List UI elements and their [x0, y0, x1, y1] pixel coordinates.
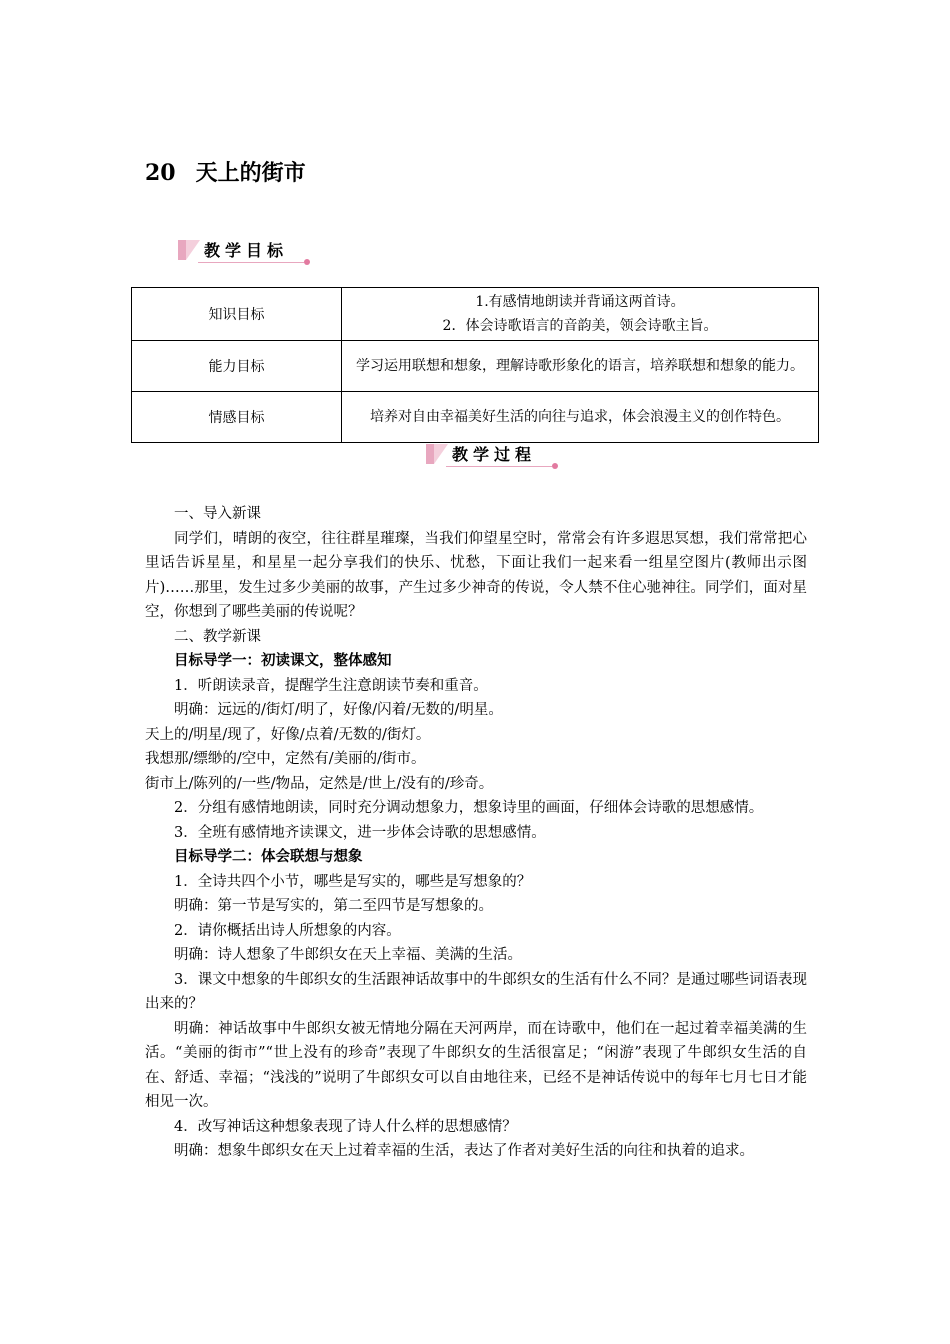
answer-paragraph: 明确：第一节是写实的，第二至四节是写想象的。 — [174, 898, 493, 914]
goal-content-emotion — [342, 392, 819, 443]
poem-line: 街市上/陈列的/一些/物品，定然是/世上/没有的/珍奇。 — [145, 775, 494, 792]
answer-paragraph: 明确：神话故事中牛郎织女被无情地分隔在天河两岸，而在诗歌中，他们在一起过着幸福美满的生活。“美丽的街市”“世上没有的珍奇”表现了牛郎织女的生活很富足；“闲游”表现了牛郎织女生活的自在、舒适、幸福；“浅浅的”说明了牛郎织女可以自由地往来，已经不是神话传说中的每年七月七日才能相见一次。 — [145, 1020, 807, 1110]
question-paragraph: 2．请你概括出诗人所想象的内容。 — [174, 922, 401, 939]
goal-guide-heading: 目标导学二：体会联想与想象 — [174, 849, 363, 865]
badge-underline — [446, 466, 552, 467]
badge-dot — [552, 463, 558, 469]
teaching-process-badge — [426, 440, 561, 470]
badge-process-label: 教学过程 — [452, 445, 537, 464]
step-paragraph: 2．分组有感情地朗读，同时充分调动想象力，想象诗里的画面，仔细体会诗歌的思想感情。 — [174, 800, 764, 816]
table-row — [132, 288, 819, 341]
lesson-number: 20 — [145, 160, 176, 186]
teaching-goals-badge — [178, 236, 313, 266]
goal-line: 1.有感情地朗读并背诵这两首诗。 — [475, 294, 685, 310]
badge-goals-label: 教学目标 — [204, 241, 289, 260]
goal-content-knowledge — [342, 288, 819, 341]
question-paragraph: 1．全诗共四个小节，哪些是写实的，哪些是写想象的？ — [174, 873, 532, 890]
goal-label-emotion: 情感目标 — [132, 392, 342, 443]
goal-line: 学习运用联想和想象，理解诗歌形象化的语言，培养联想和想象的能力。 — [356, 358, 804, 374]
goal-guide-heading: 目标导学一：初读课文，整体感知 — [174, 653, 392, 669]
badge-underline — [198, 262, 304, 263]
answer-paragraph: 明确：诗人想象了牛郎织女在天上幸福、美满的生活。 — [174, 947, 522, 963]
table-row — [132, 341, 819, 392]
goal-line: 2．体会诗歌语言的音韵美，领会诗歌主旨。 — [442, 318, 718, 334]
step-paragraph: 3．全班有感情地齐读课文，进一步体会诗歌的思想感情。 — [174, 824, 546, 841]
answer-paragraph: 明确：想象牛郎织女在天上过着幸福的生活，表达了作者对美好生活的向往和执着的追求。 — [174, 1143, 754, 1159]
table-row — [132, 392, 819, 443]
question-paragraph: 4．改写神话这种想象表现了诗人什么样的思想感情？ — [174, 1118, 517, 1135]
badge-dot — [304, 259, 310, 265]
badge-ribbon — [178, 240, 186, 260]
goal-label-knowledge: 知识目标 — [132, 288, 342, 341]
goal-line: 培养对自由幸福美好生活的向往与追求，体会浪漫主义的创作特色。 — [370, 409, 790, 425]
answer-paragraph: 明确：远远的/街灯/明了，好像/闪着/无数的/明星。 — [174, 702, 503, 718]
question-paragraph: 3．课文中想象的牛郎织女的生活跟神话故事中的牛郎织女的生活有什么不同？是通过哪些词语表现出来的？ — [145, 971, 807, 1012]
lesson-body — [145, 502, 807, 1164]
step-paragraph: 1．听朗读录音，提醒学生注意朗读节奏和重音。 — [174, 677, 488, 694]
goal-label-ability: 能力目标 — [132, 341, 342, 392]
goals-table — [131, 287, 819, 443]
lesson-title — [145, 156, 306, 187]
section-heading: 一、导入新课 — [174, 506, 261, 522]
badge-ribbon — [426, 444, 434, 464]
intro-paragraph: 同学们，晴朗的夜空，往往群星璀璨，当我们仰望星空时，常常会有许多遐思冥想，我们常常把心里话告诉星星，和星星一起分享我们的快乐、忧愁，下面让我们一起来看一组星空图片(教师出示图片)……那里，发生过多少美丽的故事，产生过多少神奇的传说，令人禁不住心驰神往。同学们，面对星空，你想到了哪些美丽的传说呢？ — [145, 530, 807, 620]
poem-line: 天上的/明星/现了，好像/点着/无数的/街灯。 — [145, 726, 431, 743]
lesson-title-text: 天上的街市 — [195, 160, 306, 186]
goal-content-ability — [342, 341, 819, 392]
poem-line: 我想那/缥缈的/空中，定然有/美丽的/街市。 — [145, 751, 426, 767]
section-heading: 二、教学新课 — [174, 628, 261, 645]
